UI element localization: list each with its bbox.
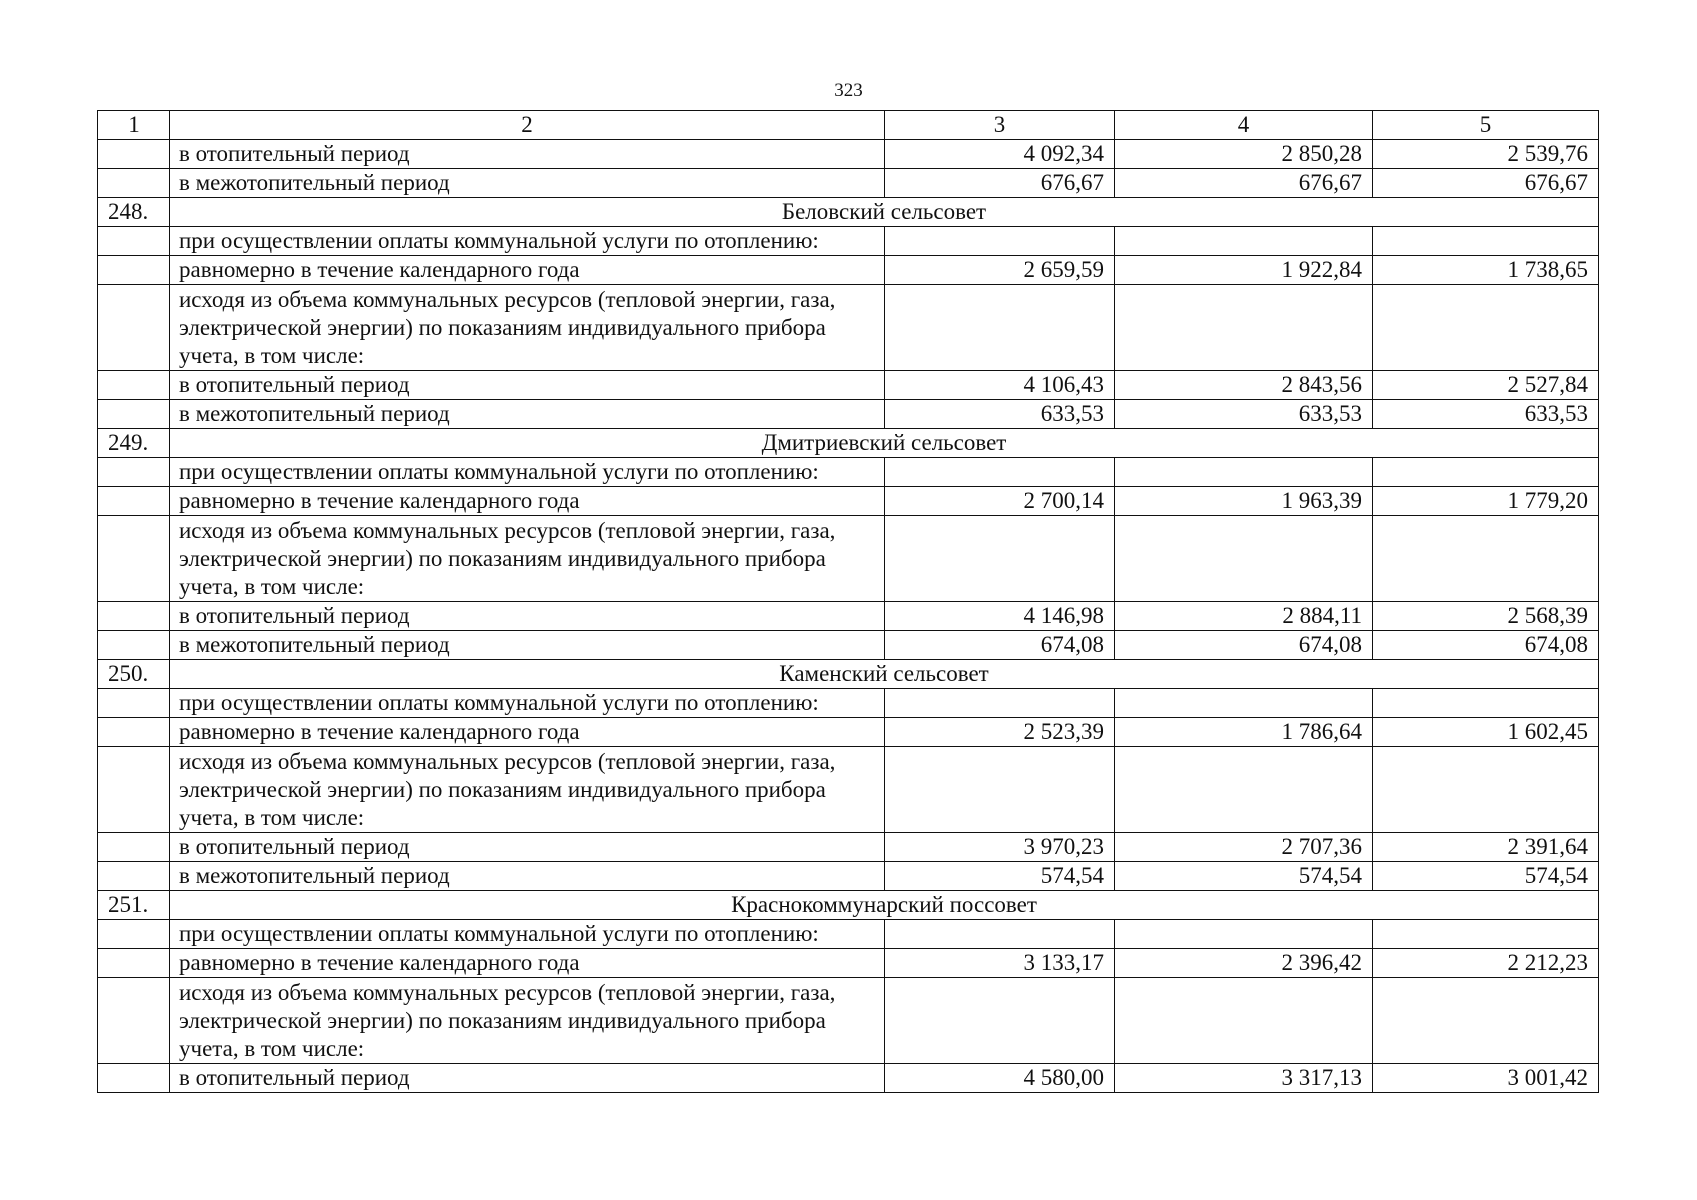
row-number-cell — [98, 458, 170, 487]
value-col-5: 574,54 — [1373, 862, 1599, 891]
row-number-cell — [98, 978, 170, 1064]
table-row — [98, 487, 1599, 516]
value-col-5: 2 539,76 — [1373, 140, 1599, 169]
row-number-cell — [98, 920, 170, 949]
value-col-4 — [1115, 285, 1373, 371]
table-row — [98, 747, 1599, 833]
value-col-3 — [885, 689, 1115, 718]
value-col-3 — [885, 458, 1115, 487]
value-col-5: 633,53 — [1373, 400, 1599, 429]
section-title: Дмитриевский сельсовет — [170, 429, 1599, 458]
value-col-3: 4 146,98 — [885, 602, 1115, 631]
value-col-5: 2 568,39 — [1373, 602, 1599, 631]
section-row — [98, 891, 1599, 920]
table-row — [98, 689, 1599, 718]
value-col-4 — [1115, 516, 1373, 602]
value-col-5: 3 001,42 — [1373, 1064, 1599, 1093]
row-label: равномерно в течение календарного года — [170, 718, 885, 747]
value-col-4: 674,08 — [1115, 631, 1373, 660]
row-number-cell — [98, 602, 170, 631]
value-col-3: 3 133,17 — [885, 949, 1115, 978]
column-header-1: 1 — [98, 111, 170, 140]
section-number: 248. — [98, 198, 170, 227]
value-col-5 — [1373, 227, 1599, 256]
column-header-3: 3 — [885, 111, 1115, 140]
row-label: исходя из объема коммунальных ресурсов (тепловой энергии, газа, электрической энергии) по показаниям индивидуального прибора учета, в том числе: — [170, 516, 885, 602]
row-label: в межотопительный период — [170, 400, 885, 429]
value-col-5: 2 212,23 — [1373, 949, 1599, 978]
section-title: Беловский сельсовет — [170, 198, 1599, 227]
value-col-5: 2 391,64 — [1373, 833, 1599, 862]
value-col-4 — [1115, 458, 1373, 487]
value-col-3: 2 523,39 — [885, 718, 1115, 747]
table-row — [98, 1064, 1599, 1093]
row-label: исходя из объема коммунальных ресурсов (тепловой энергии, газа, электрической энергии) по показаниям индивидуального прибора учета, в том числе: — [170, 978, 885, 1064]
tariff-table — [97, 110, 1599, 1093]
row-label: в межотопительный период — [170, 631, 885, 660]
table-row — [98, 371, 1599, 400]
value-col-5 — [1373, 920, 1599, 949]
row-number-cell — [98, 227, 170, 256]
value-col-4: 2 396,42 — [1115, 949, 1373, 978]
table-row — [98, 140, 1599, 169]
value-col-4: 2 850,28 — [1115, 140, 1373, 169]
section-number: 251. — [98, 891, 170, 920]
row-label: при осуществлении оплаты коммунальной услуги по отоплению: — [170, 920, 885, 949]
value-col-4 — [1115, 978, 1373, 1064]
row-label: в межотопительный период — [170, 862, 885, 891]
value-col-3 — [885, 227, 1115, 256]
value-col-3: 574,54 — [885, 862, 1115, 891]
row-label: исходя из объема коммунальных ресурсов (тепловой энергии, газа, электрической энергии) по показаниям индивидуального прибора учета, в том числе: — [170, 747, 885, 833]
section-title: Каменский сельсовет — [170, 660, 1599, 689]
value-col-5 — [1373, 689, 1599, 718]
table-row — [98, 949, 1599, 978]
row-number-cell — [98, 689, 170, 718]
value-col-4 — [1115, 227, 1373, 256]
value-col-3 — [885, 747, 1115, 833]
value-col-5 — [1373, 747, 1599, 833]
value-col-3: 674,08 — [885, 631, 1115, 660]
row-label: при осуществлении оплаты коммунальной услуги по отоплению: — [170, 227, 885, 256]
section-row — [98, 429, 1599, 458]
row-number-cell — [98, 400, 170, 429]
row-number-cell — [98, 256, 170, 285]
row-label: равномерно в течение календарного года — [170, 949, 885, 978]
table-row — [98, 833, 1599, 862]
row-label: в отопительный период — [170, 1064, 885, 1093]
row-number-cell — [98, 833, 170, 862]
value-col-5: 1 738,65 — [1373, 256, 1599, 285]
value-col-4: 1 963,39 — [1115, 487, 1373, 516]
page-number: 323 — [834, 80, 863, 101]
column-header-4: 4 — [1115, 111, 1373, 140]
value-col-5: 676,67 — [1373, 169, 1599, 198]
value-col-3: 633,53 — [885, 400, 1115, 429]
row-label: в отопительный период — [170, 833, 885, 862]
row-label: исходя из объема коммунальных ресурсов (тепловой энергии, газа, электрической энергии) по показаниям индивидуального прибора учета, в том числе: — [170, 285, 885, 371]
value-col-4: 2 884,11 — [1115, 602, 1373, 631]
table-row — [98, 631, 1599, 660]
section-number: 249. — [98, 429, 170, 458]
table-row — [98, 458, 1599, 487]
row-label: при осуществлении оплаты коммунальной услуги по отоплению: — [170, 689, 885, 718]
value-col-3: 2 659,59 — [885, 256, 1115, 285]
value-col-5 — [1373, 458, 1599, 487]
row-number-cell — [98, 949, 170, 978]
value-col-4: 574,54 — [1115, 862, 1373, 891]
value-col-3: 4 092,34 — [885, 140, 1115, 169]
table-row — [98, 227, 1599, 256]
row-number-cell — [98, 169, 170, 198]
table-row — [98, 602, 1599, 631]
row-number-cell — [98, 718, 170, 747]
row-label: в межотопительный период — [170, 169, 885, 198]
value-col-3 — [885, 920, 1115, 949]
value-col-4 — [1115, 920, 1373, 949]
row-number-cell — [98, 285, 170, 371]
row-label: при осуществлении оплаты коммунальной услуги по отоплению: — [170, 458, 885, 487]
row-label: в отопительный период — [170, 371, 885, 400]
value-col-5: 674,08 — [1373, 631, 1599, 660]
value-col-4: 3 317,13 — [1115, 1064, 1373, 1093]
value-col-3 — [885, 285, 1115, 371]
table-row — [98, 256, 1599, 285]
value-col-4 — [1115, 747, 1373, 833]
value-col-4: 676,67 — [1115, 169, 1373, 198]
column-header-5: 5 — [1373, 111, 1599, 140]
value-col-3: 676,67 — [885, 169, 1115, 198]
value-col-4: 633,53 — [1115, 400, 1373, 429]
value-col-4 — [1115, 689, 1373, 718]
value-col-3 — [885, 978, 1115, 1064]
value-col-5 — [1373, 285, 1599, 371]
row-label: равномерно в течение календарного года — [170, 487, 885, 516]
row-number-cell — [98, 1064, 170, 1093]
table-row — [98, 400, 1599, 429]
row-number-cell — [98, 862, 170, 891]
row-number-cell — [98, 140, 170, 169]
row-number-cell — [98, 747, 170, 833]
tariff-table-body — [98, 111, 1599, 1093]
section-row — [98, 198, 1599, 227]
table-row — [98, 978, 1599, 1064]
value-col-3: 3 970,23 — [885, 833, 1115, 862]
table-row — [98, 285, 1599, 371]
value-col-3: 4 580,00 — [885, 1064, 1115, 1093]
value-col-4: 1 786,64 — [1115, 718, 1373, 747]
value-col-5 — [1373, 516, 1599, 602]
value-col-4: 2 707,36 — [1115, 833, 1373, 862]
value-col-4: 2 843,56 — [1115, 371, 1373, 400]
value-col-5 — [1373, 978, 1599, 1064]
section-title: Краснокоммунарский поссовет — [170, 891, 1599, 920]
value-col-3: 4 106,43 — [885, 371, 1115, 400]
column-number-header-row — [98, 111, 1599, 140]
value-col-5: 1 602,45 — [1373, 718, 1599, 747]
row-label: в отопительный период — [170, 140, 885, 169]
value-col-5: 2 527,84 — [1373, 371, 1599, 400]
table-row — [98, 169, 1599, 198]
row-number-cell — [98, 371, 170, 400]
section-number: 250. — [98, 660, 170, 689]
column-header-2: 2 — [170, 111, 885, 140]
table-row — [98, 718, 1599, 747]
section-row — [98, 660, 1599, 689]
row-number-cell — [98, 516, 170, 602]
row-number-cell — [98, 487, 170, 516]
table-row — [98, 920, 1599, 949]
row-number-cell — [98, 631, 170, 660]
value-col-3: 2 700,14 — [885, 487, 1115, 516]
value-col-5: 1 779,20 — [1373, 487, 1599, 516]
value-col-3 — [885, 516, 1115, 602]
value-col-4: 1 922,84 — [1115, 256, 1373, 285]
row-label: равномерно в течение календарного года — [170, 256, 885, 285]
row-label: в отопительный период — [170, 602, 885, 631]
table-row — [98, 516, 1599, 602]
table-row — [98, 862, 1599, 891]
